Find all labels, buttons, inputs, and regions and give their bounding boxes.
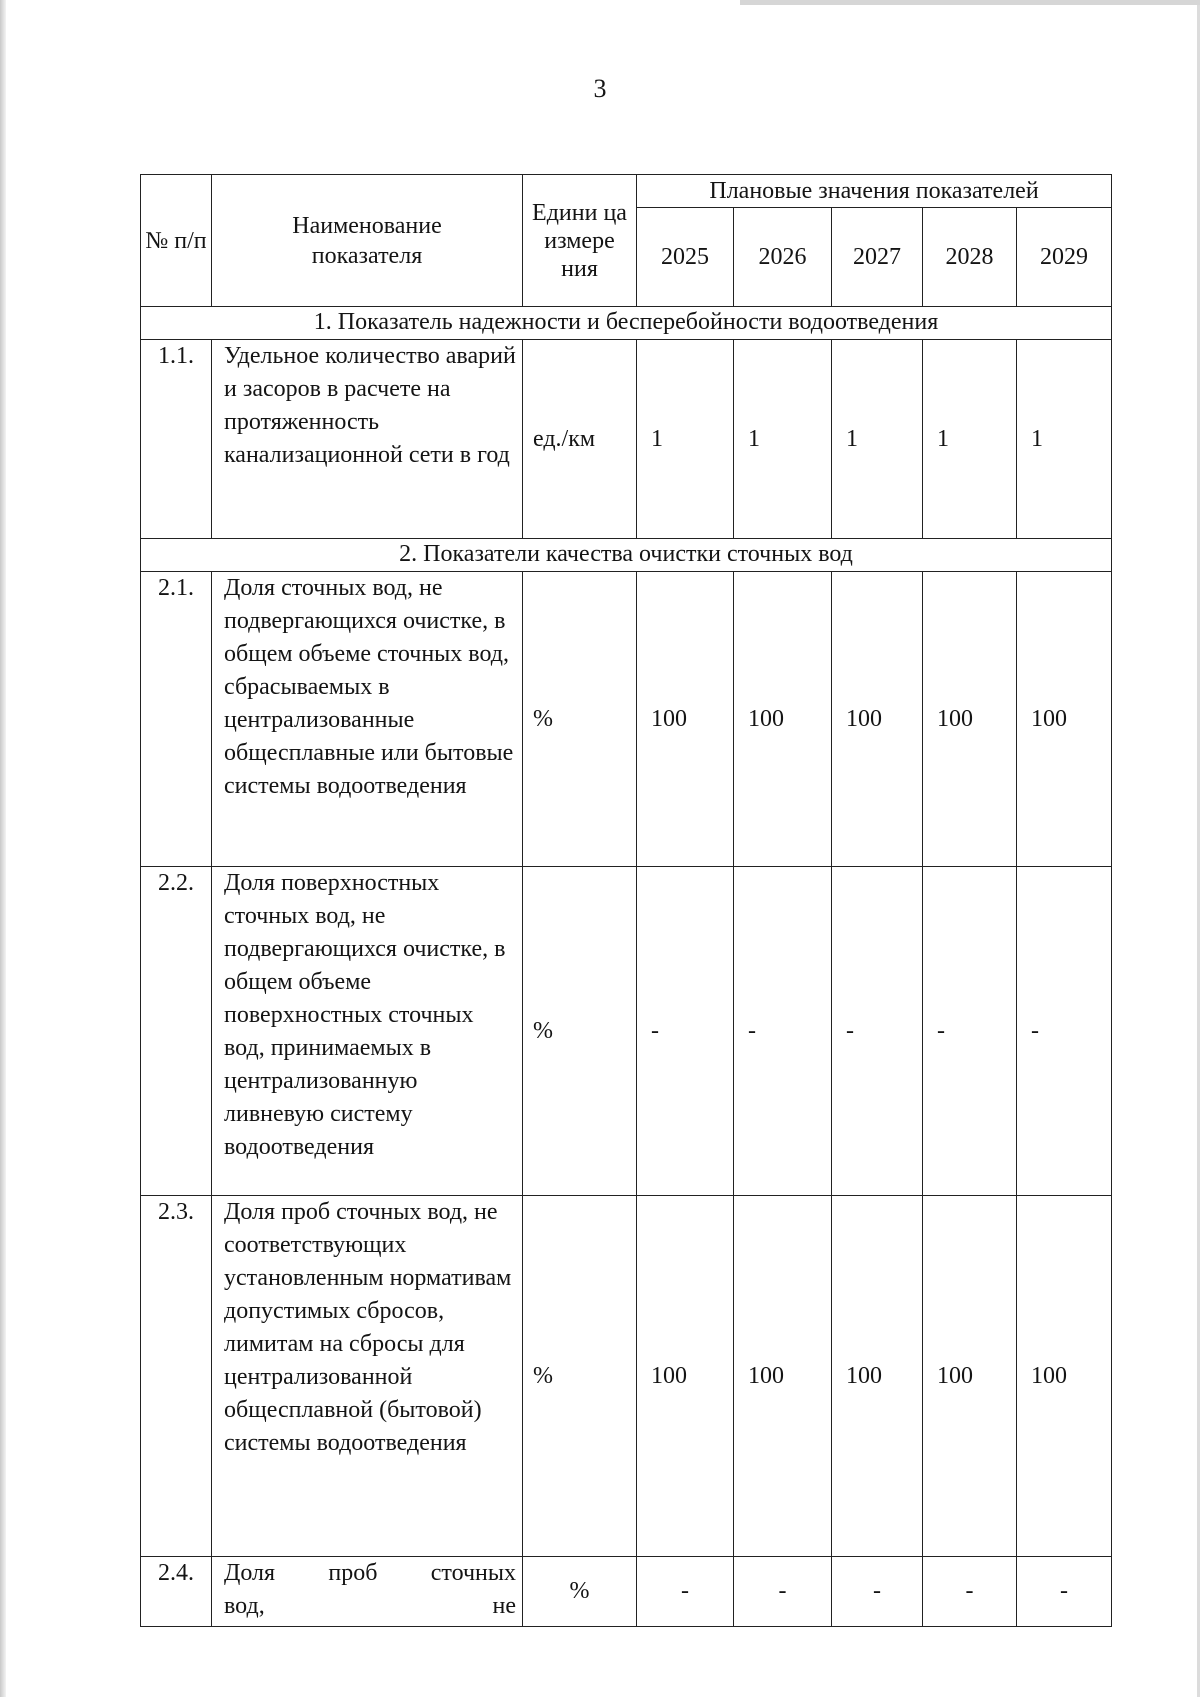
- row-unit: ед./км: [523, 340, 637, 539]
- row-value: -: [923, 1557, 1017, 1627]
- row-name: Доля проб сточных вод, не соответствующих установленным нормативам допустимых сбросов, лимитам на сбросы для централизованной общесплавной (бытовой) системы водоотведения: [212, 1196, 523, 1557]
- row-number: 2.3.: [141, 1196, 212, 1557]
- section-title: 1. Показатель надежности и бесперебойности водоотведения: [141, 307, 1112, 340]
- row-value: -: [832, 867, 923, 1196]
- header-plan: Плановые значения показателей: [637, 175, 1112, 208]
- row-name: [212, 1557, 523, 1627]
- scan-edge: [0, 0, 6, 1697]
- header-name: Наименование показателя: [212, 175, 523, 307]
- row-unit: %: [523, 1196, 637, 1557]
- row-value: 100: [923, 1196, 1017, 1557]
- table-row: [141, 572, 1112, 867]
- row-value: 1: [832, 340, 923, 539]
- table-row: [141, 1196, 1112, 1557]
- row-value: -: [637, 1557, 734, 1627]
- row-value: 100: [637, 1196, 734, 1557]
- row-unit: %: [523, 1557, 637, 1627]
- row-unit: %: [523, 867, 637, 1196]
- section-row: [141, 307, 1112, 340]
- row-value: 1: [1017, 340, 1112, 539]
- table-row: [141, 340, 1112, 539]
- section-row: [141, 539, 1112, 572]
- header-number: № п/п: [141, 175, 212, 307]
- row-value: -: [1017, 1557, 1112, 1627]
- row-number: 2.4.: [141, 1557, 212, 1627]
- row-value: 1: [734, 340, 832, 539]
- row-value: -: [1017, 867, 1112, 1196]
- row-value: -: [734, 1557, 832, 1627]
- section-title: 2. Показатели качества очистки сточных вод: [141, 539, 1112, 572]
- row-number: 2.2.: [141, 867, 212, 1196]
- row-value: -: [734, 867, 832, 1196]
- row-number: 2.1.: [141, 572, 212, 867]
- row-name: Доля поверхностных сточных вод, не подвергающихся очистке, в общем объеме поверхностных сточных вод, принимаемых в централизованную ливневую систему водоотведения: [212, 867, 523, 1196]
- row-value: 100: [832, 1196, 923, 1557]
- header-row: [141, 175, 1112, 208]
- header-year: 2029: [1017, 208, 1112, 307]
- table-row: [141, 867, 1112, 1196]
- row-value: -: [923, 867, 1017, 1196]
- header-year: 2026: [734, 208, 832, 307]
- row-value: 100: [832, 572, 923, 867]
- header-year: 2025: [637, 208, 734, 307]
- page-number: 3: [593, 74, 607, 103]
- row-name: Удельное количество аварий и засоров в расчете на протяженность канализационной сети в год: [212, 340, 523, 539]
- row-value: 1: [637, 340, 734, 539]
- header-year: 2028: [923, 208, 1017, 307]
- row-value: 100: [637, 572, 734, 867]
- row-name-line: Доля проб сточных: [224, 1560, 516, 1586]
- row-value: 100: [734, 1196, 832, 1557]
- row-value: -: [832, 1557, 923, 1627]
- header-year: 2027: [832, 208, 923, 307]
- table-row: [141, 1557, 1112, 1627]
- row-name-line: вод, не: [224, 1593, 516, 1619]
- row-unit: %: [523, 572, 637, 867]
- row-number: 1.1.: [141, 340, 212, 539]
- indicators-table: [140, 174, 1112, 1627]
- row-name: Доля сточных вод, не подвергающихся очистке, в общем объеме сточных вод, сбрасываемых в централизованные общесплавные или бытовые системы водоотведения: [212, 572, 523, 867]
- row-value: -: [637, 867, 734, 1196]
- row-value: 100: [1017, 1196, 1112, 1557]
- scan-edge: [740, 0, 1200, 5]
- row-value: 100: [1017, 572, 1112, 867]
- header-unit: Едини ца измере ния: [523, 175, 637, 307]
- row-value: 1: [923, 340, 1017, 539]
- row-value: 100: [734, 572, 832, 867]
- row-value: 100: [923, 572, 1017, 867]
